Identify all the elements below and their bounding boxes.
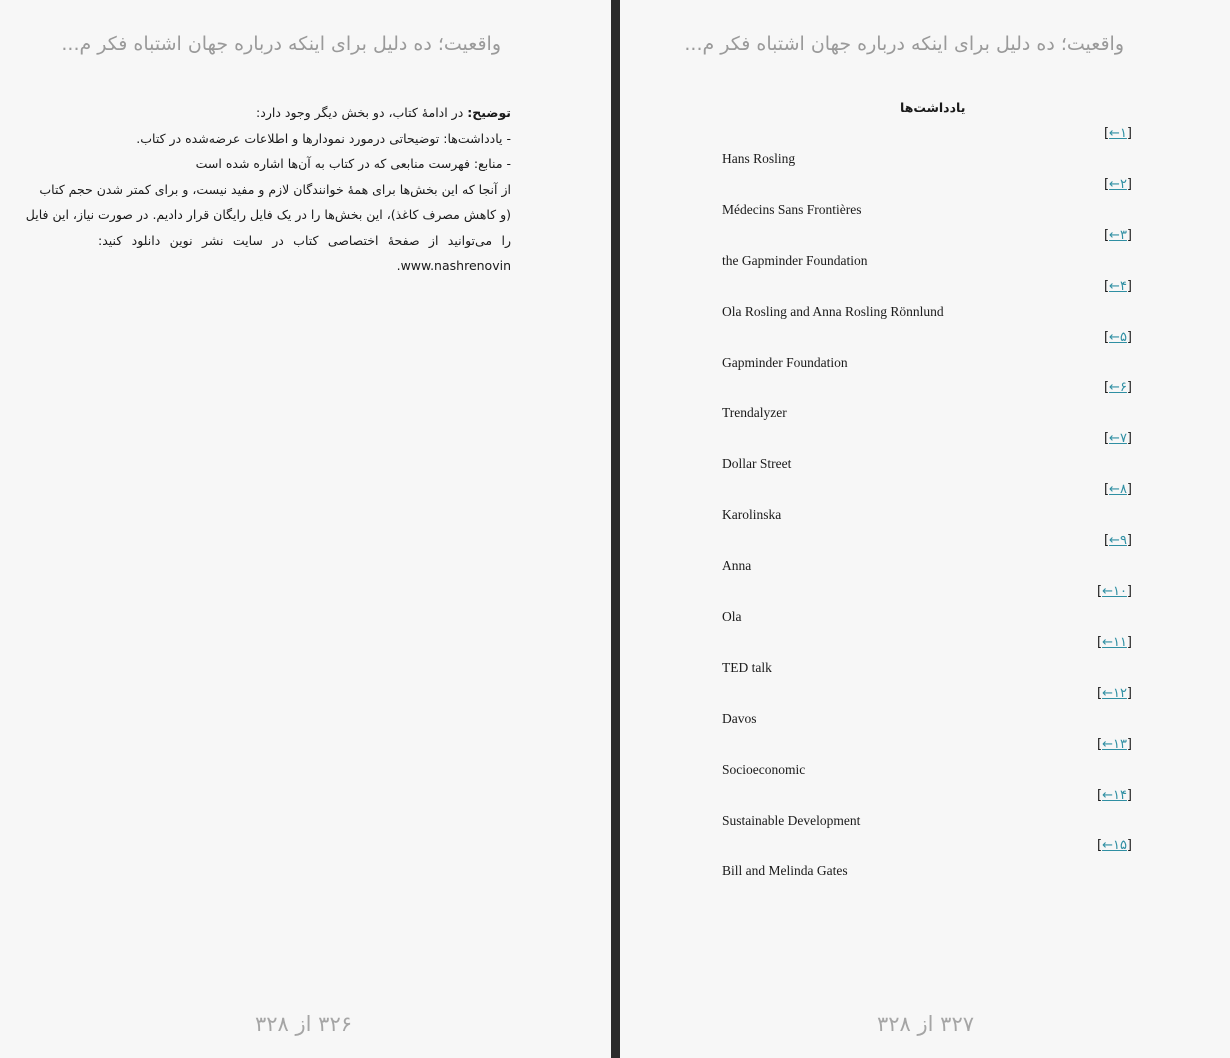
- note-term: Gapminder Foundation: [722, 354, 848, 370]
- note-ref-text[interactable]: ←۵: [1109, 329, 1127, 345]
- bracket-open: [: [1103, 533, 1110, 549]
- note-ref-link[interactable]: [1097, 788, 1132, 803]
- bracket-close: ]: [1126, 482, 1132, 498]
- note-term: Anna: [722, 558, 752, 574]
- bracket-open: [: [1096, 634, 1103, 650]
- bracket-close: ]: [1126, 787, 1132, 803]
- note-ref-text[interactable]: ←۱۴: [1102, 787, 1127, 803]
- note-ref-text[interactable]: ←۱۰: [1102, 584, 1127, 600]
- note-ref-link[interactable]: [1097, 584, 1132, 599]
- bracket-close: ]: [1126, 838, 1132, 854]
- note-item: [620, 734, 1230, 785]
- bracket-open: [: [1096, 787, 1103, 803]
- note-item: [620, 428, 1230, 479]
- page-number: ۳۲۶ از ۳۲۸: [255, 1012, 353, 1036]
- note-ref-link[interactable]: [1104, 482, 1132, 497]
- bracket-open: [: [1103, 278, 1110, 294]
- bracket-close: ]: [1126, 634, 1132, 650]
- bracket-close: ]: [1126, 533, 1132, 549]
- website-link[interactable]: www.nashrenovin.: [396, 258, 511, 273]
- note-line: از آنجا که این بخش‌ها برای همهٔ خوانندگان لازم و مفید نیست، و برای کمتر شدن حجم کتاب: [39, 181, 511, 197]
- note-ref-text[interactable]: ←۷: [1109, 431, 1127, 447]
- bracket-open: [: [1103, 482, 1110, 498]
- bracket-close: ]: [1126, 380, 1132, 396]
- note-item: [620, 835, 1230, 886]
- note-term: TED talk: [722, 659, 772, 675]
- page-divider: [611, 0, 620, 1058]
- note-ref-text[interactable]: ←۲: [1109, 176, 1127, 192]
- note-ref-link[interactable]: [1104, 279, 1132, 294]
- bracket-open: [: [1096, 685, 1103, 701]
- note-ref-link[interactable]: [1097, 635, 1132, 650]
- note-term: Socioeconomic: [722, 761, 806, 777]
- bracket-open: [: [1096, 736, 1103, 752]
- note-item: [620, 276, 1230, 327]
- notes-list: [620, 123, 1230, 886]
- bracket-close: ]: [1126, 736, 1132, 752]
- note-item: [620, 632, 1230, 683]
- note-term: Ola: [722, 609, 742, 625]
- notes-heading: یادداشت‌ها: [900, 100, 966, 115]
- note-item: [620, 683, 1230, 734]
- note-ref-text[interactable]: ←۸: [1109, 482, 1127, 498]
- note-line: را می‌توانید از صفحهٔ اختصاصی کتاب در سایت نشر نوین دانلود کنید:: [98, 232, 511, 248]
- note-ref-text[interactable]: ←۴: [1109, 278, 1127, 294]
- note-ref-link[interactable]: [1104, 177, 1132, 192]
- note-ref-link[interactable]: [1097, 686, 1132, 701]
- note-ref-link[interactable]: [1097, 737, 1132, 752]
- note-item: [620, 123, 1230, 174]
- note-item: [620, 174, 1230, 225]
- note-term: Ola Rosling and Anna Rosling Rönnlund: [722, 303, 944, 319]
- running-title: واقعیت؛ ده دلیل برای اینکه درباره جهان اشتباه فکر م...: [684, 33, 1124, 55]
- bracket-open: [: [1103, 329, 1110, 345]
- note-line: (و کاهش مصرف کاغذ)، این بخش‌ها را در یک فایل رایگان قرار دادیم. در صورت نیاز، این فایل: [25, 207, 511, 222]
- note-term: Bill and Melinda Gates: [722, 863, 848, 879]
- note-term: the Gapminder Foundation: [722, 252, 868, 268]
- page-number: ۳۲۷ از ۳۲۸: [877, 1012, 975, 1036]
- bracket-open: [: [1096, 838, 1103, 854]
- bracket-close: ]: [1126, 685, 1132, 701]
- note-ref-text[interactable]: ←۱۲: [1102, 685, 1127, 701]
- note-ref-text[interactable]: ←۱۵: [1102, 838, 1127, 854]
- bracket-open: [: [1103, 227, 1110, 243]
- bracket-open: [: [1103, 431, 1110, 447]
- bracket-close: ]: [1126, 176, 1132, 192]
- note-item: [620, 785, 1230, 836]
- note-ref-link[interactable]: [1104, 380, 1132, 395]
- note-term: Hans Rosling: [722, 151, 796, 166]
- note-ref-link[interactable]: [1097, 838, 1132, 853]
- bracket-close: ]: [1126, 431, 1132, 447]
- left-page: [0, 0, 611, 1058]
- note-term: Trendalyzer: [722, 405, 787, 421]
- running-title: واقعیت؛ ده دلیل برای اینکه درباره جهان اشتباه فکر م...: [61, 33, 501, 55]
- note-block: [25, 100, 511, 279]
- bracket-close: ]: [1126, 584, 1132, 600]
- note-term: Sustainable Development: [722, 812, 861, 828]
- bracket-close: ]: [1126, 227, 1132, 243]
- bracket-open: [: [1103, 380, 1110, 396]
- bracket-close: ]: [1126, 329, 1132, 345]
- note-ref-text[interactable]: ←۱: [1109, 126, 1127, 141]
- note-term: Médecins Sans Frontières: [722, 201, 862, 217]
- bracket-open: [: [1103, 126, 1110, 141]
- note-ref-text[interactable]: ←۱۱: [1102, 634, 1127, 650]
- note-ref-link[interactable]: [1104, 228, 1132, 243]
- bracket-open: [: [1096, 584, 1103, 600]
- note-line: [98, 100, 511, 126]
- note-item: [620, 377, 1230, 428]
- note-ref-link[interactable]: [1104, 431, 1132, 446]
- note-item: [620, 581, 1230, 632]
- note-ref-text[interactable]: ←۳: [1109, 227, 1127, 243]
- note-item: [620, 225, 1230, 276]
- note-ref-link[interactable]: [1104, 330, 1132, 345]
- note-term: Dollar Street: [722, 456, 792, 472]
- note-item: [620, 479, 1230, 530]
- note-ref-text[interactable]: ←۶: [1109, 380, 1127, 396]
- note-ref-link[interactable]: [1104, 126, 1132, 141]
- note-line: - یادداشت‌ها: توضیحاتی درمورد نمودارها و اطلاعات عرضه‌شده در کتاب.: [136, 130, 511, 146]
- note-term: Karolinska: [722, 507, 782, 523]
- right-page: [620, 0, 1230, 1058]
- note-item: [620, 530, 1230, 581]
- bracket-close: ]: [1126, 126, 1132, 141]
- note-ref-text[interactable]: ←۹: [1109, 533, 1127, 549]
- note-term: Davos: [722, 710, 757, 726]
- bracket-open: [: [1103, 176, 1110, 192]
- note-item: [620, 327, 1230, 378]
- note-ref-text[interactable]: ←۱۳: [1102, 736, 1127, 752]
- note-ref-link[interactable]: [1104, 533, 1132, 548]
- note-line-text: در ادامهٔ کتاب، دو بخش دیگر وجود دارد:: [256, 105, 468, 120]
- bracket-close: ]: [1126, 278, 1132, 294]
- note-line: - منابع: فهرست منابعی که در کتاب به آن‌ها اشاره شده است: [195, 156, 511, 171]
- note-label: توضیح:: [467, 105, 511, 120]
